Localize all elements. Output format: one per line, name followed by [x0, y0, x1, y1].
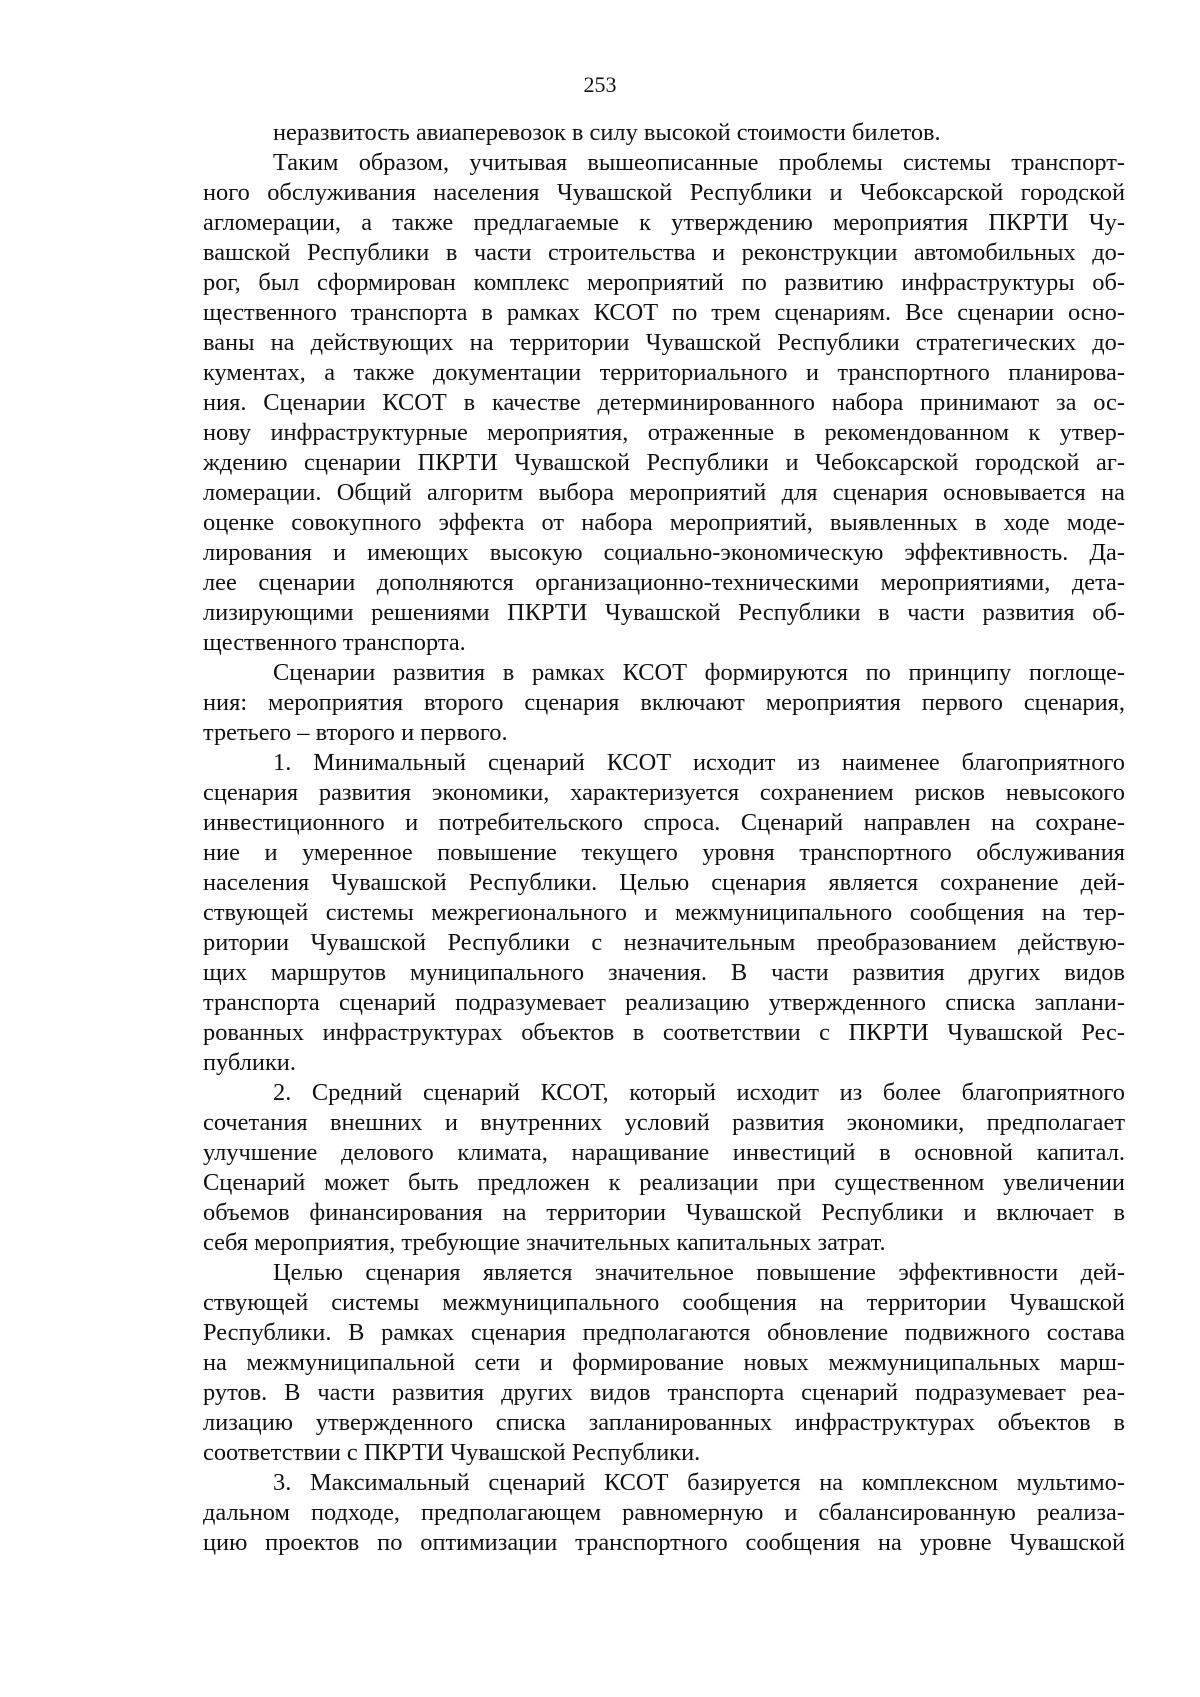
text-line: вашской Республики в части строительства и реконструкции автомобильных до-	[203, 239, 1125, 266]
text-line: ждению сценарии ПКРТИ Чувашской Республики и Чебоксарской городской аг-	[203, 449, 1125, 476]
text-line: ние и умеренное повышение текущего уровня транспортного обслуживания	[203, 839, 1125, 866]
text-line: ного обслуживания населения Чувашской Республики и Чебоксарской городской	[203, 179, 1125, 206]
text-line: на межмуниципальной сети и формирование новых межмуниципальных марш-	[203, 1349, 1125, 1376]
text-line: щих маршрутов муниципального значения. В части развития других видов	[203, 959, 1125, 986]
text-line: соответствии с ПКРТИ Чувашской Республики.	[203, 1439, 701, 1466]
text-line: транспорта сценарий подразумевает реализацию утвержденного списка заплани-	[203, 989, 1125, 1016]
text-line: 1. Минимальный сценарий КСОТ исходит из наименее благоприятного	[273, 749, 1125, 776]
text-line: ломерации. Общий алгоритм выбора мероприятий для сценария основывается на	[203, 479, 1125, 506]
text-line: цию проектов по оптимизации транспортного сообщения на уровне Чувашской	[203, 1529, 1125, 1556]
text-line: Целью сценария является значительное повышение эффективности дей-	[273, 1259, 1125, 1286]
text-line: третьего – второго и первого.	[203, 719, 508, 746]
text-line: кументах, а также документации территориального и транспортного планирова-	[203, 359, 1125, 386]
text-line: 2. Средний сценарий КСОТ, который исходит из более благоприятного	[273, 1079, 1125, 1106]
text-line: лизирующими решениями ПКРТИ Чувашской Республики в части развития об-	[203, 599, 1125, 626]
page-number: 253	[583, 72, 617, 97]
text-line: Таким образом, учитывая вышеописанные проблемы системы транспорт-	[273, 149, 1125, 176]
text-line: щественного транспорта в рамках КСОТ по трем сценариям. Все сценарии осно-	[203, 299, 1125, 326]
text-line: инвестиционного и потребительского спроса. Сценарий направлен на сохране-	[203, 809, 1125, 836]
text-line: себя мероприятия, требующие значительных капитальных затрат.	[203, 1229, 886, 1256]
text-line: Республики. В рамках сценария предполагаются обновление подвижного состава	[203, 1319, 1125, 1346]
text-line: сценария развития экономики, характеризуется сохранением рисков невысокого	[203, 779, 1125, 806]
text-line: ствующей системы межрегионального и межмуниципального сообщения на тер-	[203, 899, 1125, 926]
text-line: щественного транспорта.	[203, 629, 466, 656]
text-line: агломерации, а также предлагаемые к утверждению мероприятия ПКРТИ Чу-	[203, 209, 1125, 236]
text-line: ритории Чувашской Республики с незначительным преобразованием действую-	[203, 929, 1125, 956]
text-line: ваны на действующих на территории Чувашской Республики стратегических до-	[203, 329, 1125, 356]
text-line: лирования и имеющих высокую социально-экономическую эффективность. Да-	[203, 539, 1125, 566]
text-line: Сценарии развития в рамках КСОТ формируются по принципу поглоще-	[273, 659, 1125, 686]
text-line: ния: мероприятия второго сценария включают мероприятия первого сценария,	[203, 689, 1125, 716]
text-line: рутов. В части развития других видов транспорта сценарий подразумевает реа-	[203, 1379, 1125, 1406]
text-line: рог, был сформирован комплекс мероприятий по развитию инфраструктуры об-	[203, 269, 1125, 296]
text-line: Сценарий может быть предложен к реализации при существенном увеличении	[203, 1169, 1125, 1196]
text-line: лизацию утвержденного списка запланированных инфраструктурах объектов в	[203, 1409, 1125, 1436]
text-line: улучшение делового климата, наращивание инвестиций в основной капитал.	[203, 1139, 1125, 1166]
text-line: публики.	[203, 1049, 296, 1076]
text-line: ния. Сценарии КСОТ в качестве детерминированного набора принимают за ос-	[203, 389, 1125, 416]
text-line: лее сценарии дополняются организационно-техническими мероприятиями, дета-	[203, 569, 1125, 596]
document-body	[203, 118, 1125, 1558]
text-line: нову инфраструктурные мероприятия, отраженные в рекомендованном к утвер-	[203, 419, 1125, 446]
text-line: дальном подходе, предполагающем равномерную и сбалансированную реализа-	[203, 1499, 1125, 1526]
text-line: объемов финансирования на территории Чувашской Республики и включает в	[203, 1199, 1125, 1226]
text-line: сочетания внешних и внутренних условий развития экономики, предполагает	[203, 1109, 1125, 1136]
text-line: оценке совокупного эффекта от набора мероприятий, выявленных в ходе моде-	[203, 509, 1125, 536]
text-line: ствующей системы межмуниципального сообщения на территории Чувашской	[203, 1289, 1125, 1316]
text-line: населения Чувашской Республики. Целью сценария является сохранение дей-	[203, 869, 1125, 896]
text-line: неразвитость авиаперевозок в силу высокой стоимости билетов.	[273, 119, 941, 146]
text-line: рованных инфраструктурах объектов в соответствии с ПКРТИ Чувашской Рес-	[203, 1019, 1125, 1046]
text-line: 3. Максимальный сценарий КСОТ базируется на комплексном мультимо-	[273, 1469, 1125, 1496]
